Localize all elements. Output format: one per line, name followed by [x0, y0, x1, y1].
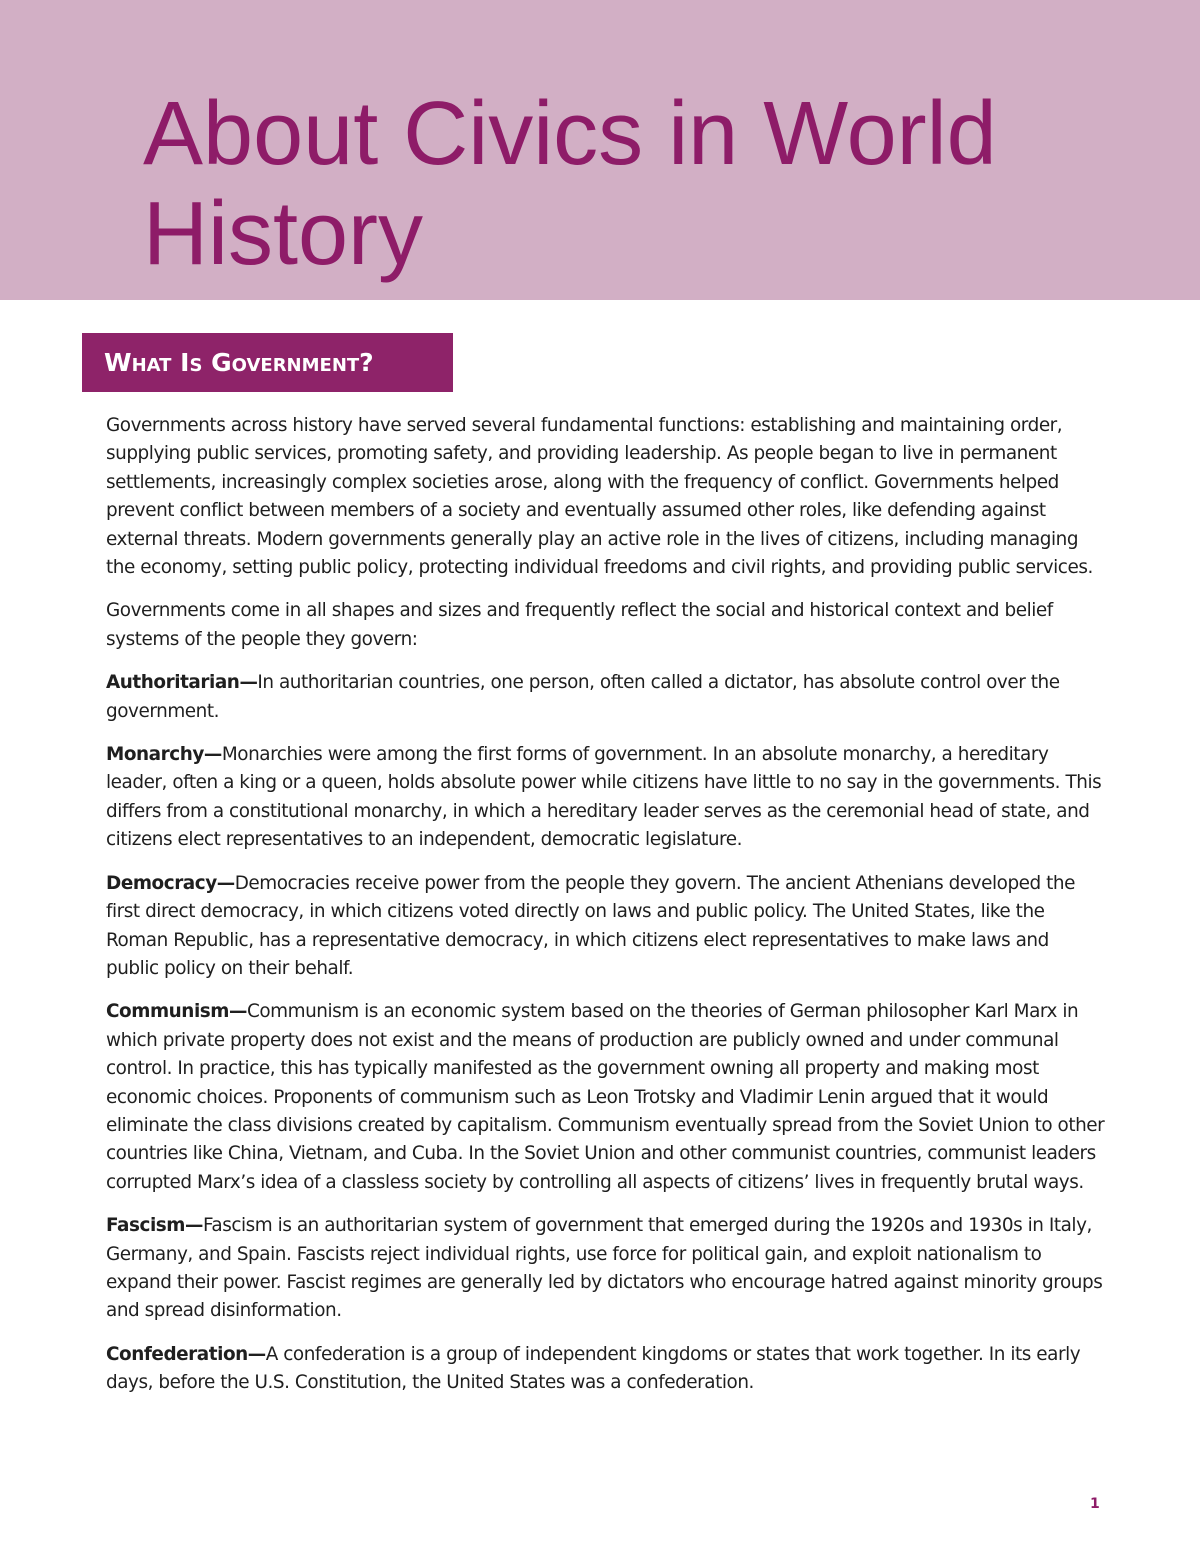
definition-term: Democracy— [106, 872, 235, 894]
body-content [106, 412, 1106, 1413]
definition-text: In authoritarian countries, one person, often called a dictator, has absolute control over the government. [106, 672, 1060, 722]
definition-term: Confederation— [106, 1343, 266, 1365]
section-banner [82, 333, 453, 392]
definition-term: Monarchy— [106, 744, 222, 766]
definition-text: Fascism is an authoritarian system of government that emerged during the 1920s and 1930s in Italy, Germany, and Spain. Fascists reject individual rights, use force for political gain, and exploit nationalism to expand their power. Fascist regimes are generally led by dictators who encourage hatred against minority groups and spread disinformation. [106, 1215, 1103, 1322]
definition-text: A confederation is a group of independent kingdoms or states that work together. In its early days, before the U.S. Constitution, the United States was a confederation. [106, 1343, 1081, 1394]
intro-paragraph: Governments across history have served several fundamental functions: establishing and maintaining order, supplying public services, promoting safety, and providing leadership. As people began to live in permanent settlements, increasingly complex societies arose, along with the frequency of conflict. Governments helped prevent conflict between members of a society and eventually assumed other roles, like defending against external threats. Modern governments generally play an active role in the lives of citizens, including managing the economy, setting public policy, protecting individual freedoms and civil rights, and providing public services. [106, 415, 1093, 579]
page-title-line-1: About Civics in World [143, 84, 997, 184]
definition-term: Communism— [106, 1001, 247, 1023]
page-title-line-2: History [143, 184, 424, 284]
section-heading: What Is Government? [104, 348, 374, 377]
definition-confederation [106, 1341, 1106, 1398]
definition-term: Fascism— [106, 1215, 203, 1237]
page-title [143, 84, 1143, 284]
intro-paragraph: Governments come in all shapes and sizes and frequently reflect the social and historical context and belief systems of the people they govern: [106, 600, 1053, 650]
definition-term: Authoritarian— [106, 672, 258, 694]
definition-democracy [106, 870, 1106, 984]
page-number: 1 [1090, 1496, 1100, 1512]
definition-text: Communism is an economic system based on the theories of German philosopher Karl Marx in which private property does not exist and the means of production are publicly owned and under communal control. In practice, this has typically manifested as the government owning all property and making most economic choices. Proponents of communism such as Leon Trotsky and Vladimir Lenin argued that it would eliminate the class divisions created by capitalism. Communism eventually spread from the Soviet Union to other countries like China, Vietnam, and Cuba. In the Soviet Union and other communist countries, communist leaders corrupted Marx’s idea of a classless society by controlling all aspects of citizens’ lives in frequently brutal ways. [106, 1001, 1105, 1193]
definition-authoritarian [106, 669, 1106, 726]
definition-fascism [106, 1212, 1106, 1326]
definition-text: Democracies receive power from the people they govern. The ancient Athenians developed the first direct democracy, in which citizens voted directly on laws and public policy. The United States, like the Roman Republic, has a representative democracy, in which citizens elect representatives to make laws and public policy on their behalf. [106, 872, 1075, 979]
definition-communism [106, 998, 1106, 1197]
definition-text: Monarchies were among the first forms of government. In an absolute monarchy, a hereditary leader, often a king or a queen, holds absolute power while citizens have little to no say in the governments. This differs from a constitutional monarchy, in which a hereditary leader serves as the ceremonial head of state, and citizens elect representatives to an independent, democratic legislature. [106, 744, 1102, 851]
definition-monarchy [106, 741, 1106, 855]
